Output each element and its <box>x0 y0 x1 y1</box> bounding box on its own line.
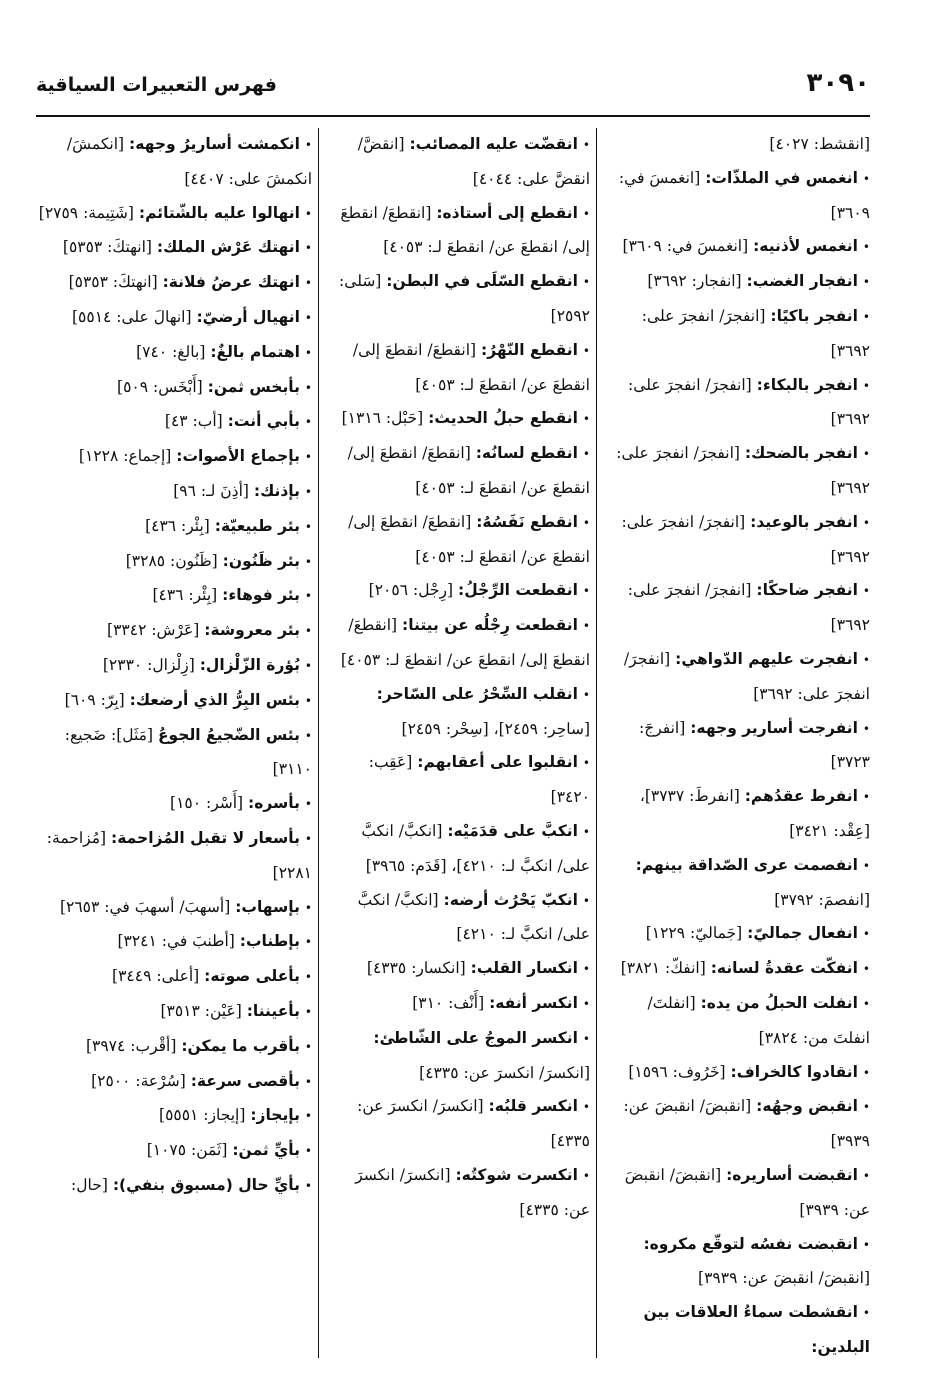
entry-term: اهتمام بالغٌ: <box>210 342 300 361</box>
entry-reference: [أسهبَ/ أسهبَ في: ٢٦٥٣] <box>59 897 231 916</box>
entry-reference: [بالغ: ٧٤٠] <box>136 342 206 361</box>
index-entry <box>36 545 312 580</box>
bullet-icon: • <box>304 380 312 395</box>
entry-term: انقطع حبلُ الحديث: <box>428 409 578 428</box>
index-entry <box>36 960 312 995</box>
bullet-icon: • <box>862 721 870 736</box>
entry-reference: [ظَنُون: ٣٢٨٥] <box>125 551 218 570</box>
bullet-icon: • <box>862 996 870 1011</box>
entry-term: بأسعار لا تقبل المُزاحمة: <box>111 828 300 847</box>
entry-term: بإسهاب: <box>235 897 300 916</box>
index-entry <box>328 506 590 575</box>
entry-term: انفجر بالضحك: <box>744 444 858 463</box>
bullet-icon: • <box>582 893 590 908</box>
bullet-icon: • <box>304 1039 312 1054</box>
entry-term: بئر معروشة: <box>204 621 300 640</box>
bullet-icon: • <box>304 624 312 639</box>
entry-term: انفجر باكيًا: <box>770 306 858 325</box>
bullet-icon: • <box>304 206 312 221</box>
entry-reference: [انكبَّ/ انكبَّ على/ انكبَّ لـ: ٤٢١٠] <box>357 890 590 944</box>
bullet-icon: • <box>862 927 870 942</box>
entry-term: انفجر بالوعيد: <box>750 512 858 531</box>
entry-term: انكسار القلب: <box>470 959 578 978</box>
index-entry <box>36 822 312 891</box>
entry-reference: [مَثَل]: ضَجيع: ٣١١٠] <box>64 725 312 779</box>
index-entry <box>606 780 870 849</box>
index-entry <box>36 301 312 336</box>
index-entry <box>36 405 312 440</box>
bullet-icon: • <box>304 241 312 256</box>
bullet-icon: • <box>582 996 590 1011</box>
entry-term: انكبَّ على قدَمَيْه: <box>447 821 578 840</box>
bullet-icon: • <box>304 900 312 915</box>
bullet-icon: • <box>582 962 590 977</box>
entry-term: بأبخس ثمن: <box>207 377 300 396</box>
bullet-icon: • <box>304 1004 312 1019</box>
entry-reference: [بِرّ: ٦٠٩] <box>64 690 125 709</box>
entry-reference: [انفرجَ: ٣٧٢٣] <box>638 718 870 772</box>
entry-reference: [انغمسَ في: ٣٦٠٩] <box>622 237 749 256</box>
entry-reference: [انفجرَ/ انفجرَ على: ٣٦٩٢] <box>628 375 870 429</box>
bullet-icon: • <box>304 797 312 812</box>
bullet-icon: • <box>582 687 590 702</box>
entry-reference: [انقطعَ/ انقطعَ إلى/ انقطعَ عن/ انقطعَ لـ: ٤٠٥٣] <box>347 444 590 497</box>
index-entry <box>606 300 870 369</box>
entry-term: انقطع نَفَسُهُ: <box>476 512 578 531</box>
entry-reference: [أعلى: ٣٤٤٩] <box>112 967 200 986</box>
index-entry <box>36 995 312 1030</box>
bullet-icon: • <box>862 240 870 255</box>
entry-reference: [انقبضَ/ انقبضَ عن: ٣٩٣٩] <box>623 1097 870 1151</box>
index-entry <box>36 1099 312 1134</box>
index-entry <box>36 266 312 301</box>
index-entry <box>328 574 590 609</box>
entry-term: بُؤرة الزّلْزال: <box>199 655 300 674</box>
index-entry <box>328 265 590 334</box>
entry-term: انفجرت عليهم الدّواهي: <box>675 649 858 668</box>
index-entry <box>606 917 870 952</box>
entry-reference: [انفصمَ: ٣٧٩٢] <box>774 890 870 909</box>
bullet-icon: • <box>304 484 312 499</box>
bullet-icon: • <box>862 790 870 805</box>
entry-term: انهتك عَرْش الملك: <box>156 238 300 257</box>
entry-term: انهتك عرضُ فلانة: <box>162 273 300 292</box>
index-entry <box>36 475 312 510</box>
index-entry <box>328 609 590 678</box>
entry-term: بأقصى سرعة: <box>190 1071 300 1090</box>
index-title: فهرس التعبيرات السياقية <box>36 74 277 96</box>
entry-reference: [انكمشَ/ انكمشَ على: ٤٤٠٧] <box>66 135 312 188</box>
index-entry <box>606 574 870 643</box>
bullet-icon: • <box>582 206 590 221</box>
index-entry <box>36 1169 312 1204</box>
bullet-icon: • <box>304 1178 312 1193</box>
entry-reference: [أذِنَ لـ: ٩٦] <box>173 481 249 500</box>
bullet-icon: • <box>862 309 870 324</box>
entry-term: بئس الضّجيعُ الجوعُ <box>157 725 300 744</box>
entry-reference: [انكسار: ٤٣٣٥] <box>366 959 466 978</box>
index-entry <box>36 128 312 197</box>
entry-term: انكسرت شوكتُه: <box>455 1165 578 1184</box>
bullet-icon: • <box>304 519 312 534</box>
entry-reference: [انقطعَ/ انقطعَ إلى/ انقطعَ عن/ انقطعَ لـ: ٤٠٥٣] <box>340 203 590 257</box>
entry-reference: [انقشط: ٤٠٢٧] <box>769 135 870 153</box>
index-entry <box>606 265 870 300</box>
index-entry <box>606 128 870 162</box>
bullet-icon: • <box>862 962 870 977</box>
bullet-icon: • <box>582 447 590 462</box>
index-entry <box>36 197 312 232</box>
index-entry <box>328 128 590 197</box>
bullet-icon: • <box>862 171 870 186</box>
entry-term: بأيِّ ثمن: <box>232 1141 300 1160</box>
index-entry <box>606 712 870 781</box>
index-entry <box>36 649 312 684</box>
index-entry <box>606 1228 870 1297</box>
index-column-left <box>36 128 312 1364</box>
entry-reference: [انغمسَ في: ٣٦٠٩] <box>618 168 870 222</box>
entry-term: انفعال جماليّ: <box>747 924 858 943</box>
entry-term: انكسر قلبُه: <box>488 1097 578 1116</box>
entry-reference: [انفجرَ/ انفجرَ على: ٣٦٩٢] <box>641 306 870 360</box>
entry-term: انفجر ضاحكًا: <box>756 581 858 600</box>
entry-term: انفصمت عرى الصّداقة بينهم: <box>635 855 858 874</box>
entry-term: انكسر الموجُ على الشّاطئ: <box>373 1028 578 1047</box>
entry-term: بئس البِرُّ الذي أرضعك: <box>129 690 300 709</box>
index-entry <box>328 884 590 953</box>
entry-term: انقشطت سماءُ العلاقات بين البلدين: <box>643 1303 870 1356</box>
index-entry <box>328 1022 590 1091</box>
entry-term: انفرط عقدُهم: <box>744 787 858 806</box>
index-entry <box>328 437 590 506</box>
index-entry <box>606 1159 870 1228</box>
entry-term: بأقرب ما يمكن: <box>181 1036 300 1055</box>
bullet-icon: • <box>304 935 312 950</box>
entry-reference: [انفرطَ: ٣٧٣٧]، [عِقْد: ٣٤٢١] <box>639 787 870 840</box>
bullet-icon: • <box>862 1306 870 1321</box>
entry-reference: [أطنبَ في: ٣٢٤١] <box>117 932 235 951</box>
entry-reference: [انفجرَ/ انفجرَ على: ٣٦٩٢] <box>623 649 870 703</box>
index-entry <box>328 746 590 815</box>
index-entry <box>328 1159 590 1228</box>
bullet-icon: • <box>582 515 590 530</box>
column-divider <box>318 128 319 1358</box>
bullet-icon: • <box>582 1031 590 1046</box>
bullet-icon: • <box>582 138 590 152</box>
entry-reference: [بِئْر: ٤٣٦] <box>145 516 210 535</box>
index-entry <box>36 684 312 719</box>
index-entry <box>606 230 870 265</box>
index-entry <box>328 815 590 884</box>
index-entry <box>328 952 590 987</box>
entry-reference: [أقْرب: ٣٩٧٤] <box>85 1036 177 1055</box>
index-entry <box>606 369 870 438</box>
index-entry <box>36 614 312 649</box>
index-entry <box>606 162 870 231</box>
index-entry <box>36 925 312 960</box>
bullet-icon: • <box>582 584 590 599</box>
bullet-icon: • <box>862 652 870 667</box>
bullet-icon: • <box>582 343 590 358</box>
entry-reference: [أب: ٤٣] <box>164 412 223 431</box>
entry-reference: [انكبَّ/ انكبَّ على/ انكبَّ لـ: ٤٢١٠]، [قَدَم: ٣٩٦٥] <box>361 821 590 875</box>
index-entry <box>328 1090 590 1159</box>
entry-reference: [انقطعَ/ انقطعَ إلى/ انقطعَ عن/ انقطعَ لـ: ٤٠٥٣] <box>348 512 590 566</box>
entry-reference: [انكسرَ/ انكسرَ عن: ٤٣٣٥] <box>355 1165 590 1219</box>
entry-term: بإطناب: <box>239 932 300 951</box>
entry-term: انقلبوا على أعقابهم: <box>417 753 578 772</box>
entry-reference: [سَلى: ٢٥٩٢] <box>339 272 590 325</box>
index-entry <box>606 1056 870 1091</box>
column-divider <box>596 128 597 1358</box>
index-entry <box>606 643 870 712</box>
entry-reference: [انقضَّ/ انقضَّ على: ٤٠٤٤] <box>357 135 590 188</box>
bullet-icon: • <box>862 275 870 290</box>
entry-term: بئر فوهاء: <box>222 586 300 605</box>
index-entry <box>328 334 590 403</box>
bullet-icon: • <box>862 858 870 873</box>
index-entry <box>36 231 312 266</box>
index-entry <box>36 719 312 788</box>
bullet-icon: • <box>582 756 590 771</box>
entry-reference: [حال: <box>71 1175 108 1194</box>
bullet-icon: • <box>582 1100 590 1115</box>
bullet-icon: • <box>862 447 870 462</box>
index-entry <box>328 197 590 266</box>
bullet-icon: • <box>862 1168 870 1183</box>
bullet-icon: • <box>304 310 312 325</box>
entry-reference: [انكسرَ/ انكسرَ عن: ٤٣٣٥] <box>419 1063 590 1082</box>
entry-term: انكسر أنفه: <box>489 993 578 1012</box>
entry-reference: [انكسرَ/ انكسرَ عن: ٤٣٣٥] <box>357 1097 590 1151</box>
entry-term: انقبضت أساريره: <box>726 1165 858 1184</box>
entry-reference: [مُزاحمة: ٢٢٨١] <box>46 828 312 882</box>
index-entry <box>606 506 870 575</box>
index-entry <box>606 1296 870 1364</box>
entry-term: بأبي أنت: <box>227 412 300 431</box>
entry-term: بإيجاز: <box>250 1106 300 1125</box>
index-entry <box>328 678 590 747</box>
entry-reference: [ثَمَن: ١٠٧٥] <box>146 1141 228 1160</box>
entry-term: بأعلى صوته: <box>204 967 300 986</box>
entry-reference: [سُرْعة: ٢٥٠٠] <box>91 1071 186 1090</box>
bullet-icon: • <box>862 1100 870 1115</box>
bullet-icon: • <box>304 554 312 569</box>
entry-term: انكمشت أساريرُ وجهه: <box>129 135 300 153</box>
index-entry <box>36 1134 312 1169</box>
entry-term: انغمس في الملذّات: <box>705 168 858 187</box>
running-header <box>36 68 870 112</box>
index-entry <box>36 371 312 406</box>
entry-reference: [انفلتَ/ انفلتَ من: ٣٨٢٤] <box>647 993 870 1047</box>
entry-term: انهالوا عليه بالشّتائم: <box>138 203 300 222</box>
entry-reference: [جَماليّ: ١٢٢٩] <box>645 924 743 943</box>
entry-reference: [انفكّ: ٣٨٢١] <box>620 959 706 978</box>
bullet-icon: • <box>304 1109 312 1124</box>
index-entry <box>36 891 312 926</box>
entry-reference: [انقطعَ/ انقطعَ إلى/ انقطعَ عن/ انقطعَ لـ: ٤٠٥٣] <box>352 340 590 394</box>
entry-reference: [انقطعَ/ انقطعَ إلى/ انقطعَ عن/ انقطعَ لـ: ٤٠٥٣] <box>340 616 590 669</box>
entry-term: انقطع السّلَى في البطن: <box>386 272 578 291</box>
entry-reference: [أَبْخَس: ٥٠٩] <box>117 377 203 396</box>
entry-term: انقبض وجهُه: <box>756 1097 858 1116</box>
entry-reference: [عَقِب: ٣٤٢٠] <box>368 753 590 807</box>
entry-term: انهيال أرضيّ: <box>196 307 300 326</box>
index-entry <box>36 1065 312 1100</box>
index-entry <box>606 952 870 987</box>
entry-reference: [حَبْل: ١٣١٦] <box>341 409 424 428</box>
entry-term: انقطعت الرِّجْلُ: <box>458 581 578 600</box>
bullet-icon: • <box>304 589 312 604</box>
entry-term: انفكّت عقدةُ لسانه: <box>710 959 858 978</box>
entry-reference: [شَتِيمة: ٢٧٥٩] <box>38 203 134 222</box>
index-entry <box>606 1090 870 1159</box>
entry-term: انقطع لسانُه: <box>475 444 578 463</box>
index-entry <box>606 849 870 918</box>
entry-term: انقادوا كالخراف: <box>730 1062 858 1081</box>
entry-reference: [إيجاز: ٥٥٥١] <box>159 1106 246 1125</box>
entry-term: بأيِّ حال (مسبوق بنفي): <box>112 1175 300 1194</box>
bullet-icon: • <box>304 345 312 360</box>
entry-term: انقطع النّهْرُ: <box>481 340 578 359</box>
bullet-icon: • <box>304 415 312 430</box>
entry-term: انفجر بالبكاء: <box>756 375 858 394</box>
entry-term: بئر طبيعيّة: <box>214 516 300 535</box>
index-entry <box>36 579 312 614</box>
bullet-icon: • <box>862 515 870 530</box>
entry-term: انقضّت عليه المصائب: <box>409 135 578 153</box>
entry-reference: [انهالَ على: ٥٥١٤] <box>71 307 192 326</box>
index-entry <box>36 1030 312 1065</box>
entry-term: انفرجت أسارير وجهه: <box>690 718 858 737</box>
entry-term: انكبّ يَحْرُث أرضه: <box>443 890 578 909</box>
bullet-icon: • <box>304 693 312 708</box>
bullet-icon: • <box>582 824 590 839</box>
bullet-icon: • <box>582 275 590 290</box>
entry-term: انقطعت رِجْلُه عن بيتنا: <box>402 616 578 635</box>
index-entry <box>36 336 312 371</box>
entry-reference: [رِجْل: ٢٠٥٦] <box>368 581 454 600</box>
entry-reference: [إجماع: ١٢٢٨] <box>78 447 172 466</box>
index-entry <box>606 987 870 1056</box>
index-entry <box>328 987 590 1022</box>
bullet-icon: • <box>582 619 590 634</box>
bullet-icon: • <box>862 378 870 393</box>
index-entry <box>328 402 590 437</box>
entry-term: انغمس لأذنيه: <box>753 237 858 256</box>
entry-reference: [بِئْر: ٤٣٦] <box>152 586 218 605</box>
entry-reference: [أَسْر: ١٥٠] <box>170 794 244 813</box>
entry-term: بأعيننا: <box>246 1001 300 1020</box>
entry-reference: [انهتكَ: ٥٣٥٣] <box>68 273 158 292</box>
entry-reference: [انقبضَ/ انقبضَ عن: ٣٩٣٩] <box>698 1269 870 1288</box>
page-number: ٣٠٩٠ <box>806 68 870 98</box>
entry-reference: [انفجرَ/ انفجرَ على: ٣٦٩٢] <box>627 581 870 635</box>
entry-reference: [انهتكَ: ٥٣٥٣] <box>62 238 152 257</box>
bullet-icon: • <box>304 970 312 985</box>
entry-reference: [خَرُوف: ١٥٩٦] <box>628 1062 726 1081</box>
entry-term: بإجماع الأصوات: <box>176 447 300 466</box>
entry-term: بئر ظَنُون: <box>222 551 300 570</box>
bullet-icon: • <box>304 138 312 152</box>
index-column-middle <box>328 128 590 1364</box>
index-entry <box>606 437 870 506</box>
bullet-icon: • <box>582 412 590 427</box>
entry-reference: [انفجرَ/ انفجرَ على: ٣٦٩٢] <box>621 512 870 566</box>
entry-reference: [ساحِر: ٢٤٥٩]، [سِحْر: ٢٤٥٩] <box>401 719 590 738</box>
entry-reference: [انفجرَ/ انفجرَ على: ٣٦٩٢] <box>616 444 870 497</box>
entry-term: بأسره: <box>248 794 300 813</box>
index-entry <box>36 510 312 545</box>
entry-term: انقبضت نفسُه لتوقّع مكروه: <box>643 1234 858 1253</box>
bullet-icon: • <box>304 1074 312 1089</box>
index-column-right <box>606 128 870 1364</box>
bullet-icon: • <box>862 1065 870 1080</box>
bullet-icon: • <box>582 1168 590 1183</box>
entry-term: انقلب السِّحْرُ على السّاحر: <box>376 684 578 703</box>
bullet-icon: • <box>304 450 312 465</box>
entry-reference: [انفجار: ٣٦٩٢] <box>647 272 742 291</box>
entry-term: انفجار الغضب: <box>746 272 858 291</box>
entry-reference: [زِلْزال: ٢٣٣٠] <box>102 655 195 674</box>
entry-term: انقطع إلى أستاذه: <box>436 203 578 222</box>
bullet-icon: • <box>862 584 870 599</box>
bullet-icon: • <box>304 658 312 673</box>
bullet-icon: • <box>304 831 312 846</box>
entry-term: انفلت الحبلُ من يده: <box>700 993 858 1012</box>
header-rule <box>36 115 870 117</box>
entry-reference: [عَرْش: ٣٣٤٢] <box>107 621 200 640</box>
entry-reference: [عَيْن: ٣٥١٣] <box>160 1001 242 1020</box>
entry-term: بإذنك: <box>253 481 300 500</box>
bullet-icon: • <box>304 1144 312 1159</box>
entry-reference: [انقبضَ/ انقبضَ عن: ٣٩٣٩] <box>624 1165 870 1219</box>
bullet-icon: • <box>862 1237 870 1252</box>
bullet-icon: • <box>304 276 312 291</box>
bullet-icon: • <box>304 728 312 743</box>
index-entry <box>36 787 312 822</box>
index-entry <box>36 440 312 475</box>
entry-reference: [أَنْف: ٣١٠] <box>412 993 485 1012</box>
